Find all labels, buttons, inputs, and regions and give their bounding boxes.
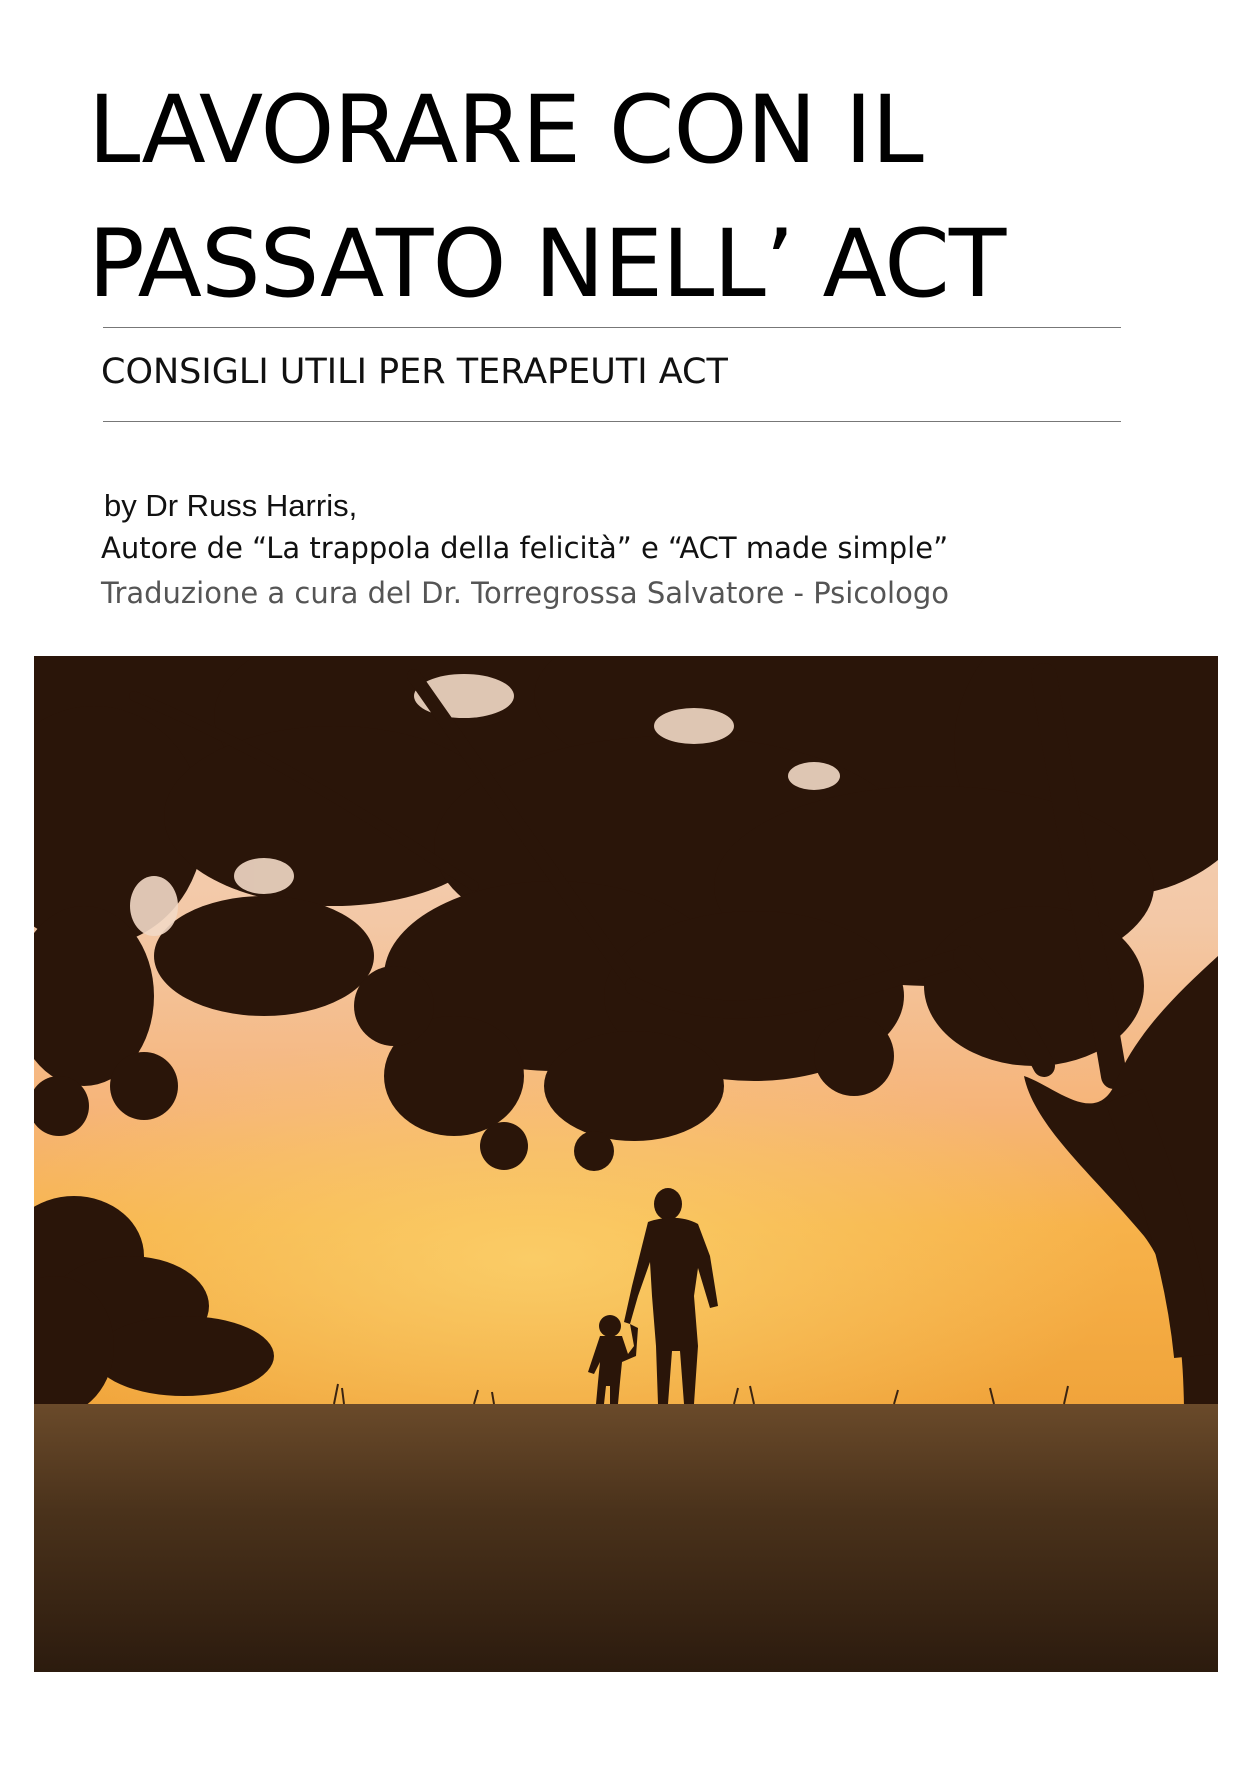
- divider-bottom: [103, 421, 1121, 422]
- sunset-silhouette-illustration: [34, 656, 1218, 1672]
- title-line-2: PASSATO NELL’ ACT: [88, 210, 1006, 319]
- byline: by Dr Russ Harris,: [104, 488, 358, 523]
- author-credits: Autore de “La trappola della felicità” e “ACT made simple”: [101, 531, 949, 565]
- title-line-1: LAVORARE CON IL: [88, 76, 923, 185]
- cover-photo: [34, 656, 1218, 1672]
- subtitle: CONSIGLI UTILI PER TERAPEUTI ACT: [101, 352, 728, 392]
- cover-title: [88, 64, 1168, 332]
- translator-credits: Traduzione a cura del Dr. Torregrossa Salvatore - Psicologo: [101, 576, 949, 610]
- divider-top: [103, 327, 1121, 328]
